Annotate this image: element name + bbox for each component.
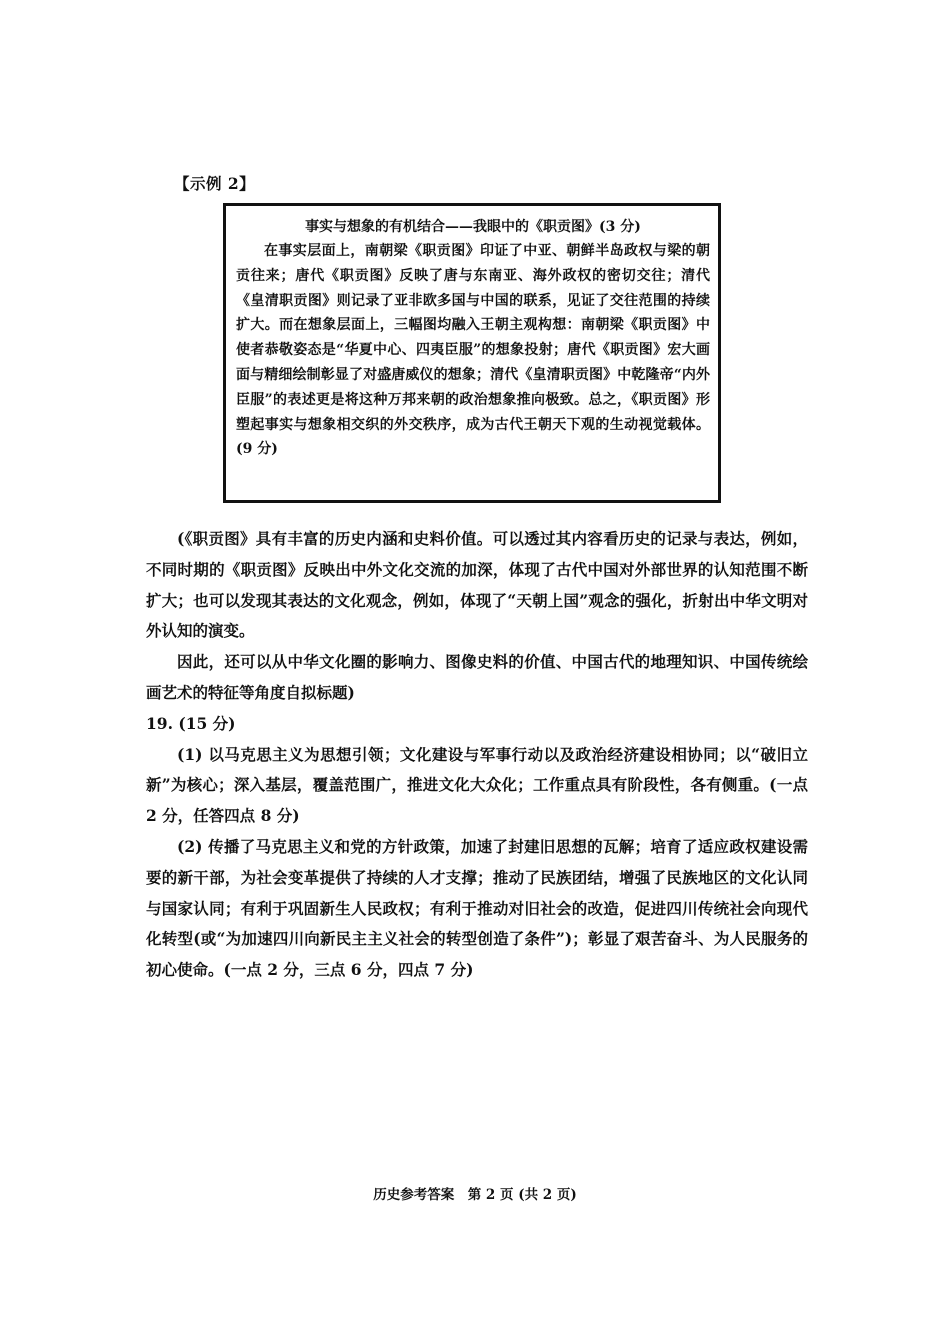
sample-title: 事实与想象的有机结合——我眼中的《职贡图》(3 分) (305, 219, 641, 235)
note-paragraph-2: 因此，还可以从中华文化圈的影响力、图像史料的价值、中国古代的地理知识、中国传统绘画艺术的特征等角度自拟标题) (146, 652, 808, 702)
question-19-part-2: (2) 传播了马克思主义和党的方针政策，加速了封建旧思想的瓦解；培育了适应政权建设需要的新干部，为社会变革提供了持续的人才支撑；推动了民族团结，增强了民族地区的文化认同与国家认同；有利于巩固新生人民政权；有利于推动对旧社会的改造，促进四川传统社会向现代化转型(或“为加速四川向新民主主义社会的转型创造了条件”)；彰显了艰苦奋斗、为人民服务的初心使命。(一点 2 分，三点 6 分，四点 7 分) (146, 836, 808, 980)
note-paragraph-1: (《职贡图》具有丰富的历史内涵和史料价值。可以透过其内容看历史的记录与表达，例如，不同时期的《职贡图》反映出中外文化交流的加深，体现了古代中国对外部世界的认知范围不断扩大；也可以发现其表达的文化观念，例如，体现了“天朝上国”观念的强化，折射出中华文明对外认知的演变。 (146, 529, 808, 641)
example-label: 【示例 2】 (174, 174, 256, 193)
page-footer: 历史参考答案 第 2 页 (共 2 页) (373, 1187, 577, 1203)
sample-body: 在事实层面上，南朝梁《职贡图》印证了中亚、朝鲜半岛政权与梁的朝贡往来；唐代《职贡图》反映了唐与东南亚、海外政权的密切交往；清代《皇清职贡图》则记录了亚非欧多国与中国的联系，见证了交往范围的持续扩大。而在想象层面上，三幅图均融入王朝主观构想：南朝梁《职贡图》中使者恭敬姿态是“华夏中心、四夷臣服”的想象投射；唐代《职贡图》宏大画面与精细绘制彰显了对盛唐威仪的想象；清代《皇清职贡图》中乾隆帝“内外臣服”的表述更是将这种万邦来朝的政治想象推向极致。总之，《职贡图》形塑起事实与想象相交织的外交秩序，成为古代王朝天下观的生动视觉载体。(9 分) (236, 243, 710, 458)
question-19-heading: 19. (15 分) (146, 713, 236, 733)
question-19-part-1: (1) 以马克思主义为思想引领；文化建设与军事行动以及政治经济建设相协同；以“破旧立新”为核心；深入基层，覆盖范围广，推进文化大众化；工作重点具有阶段性，各有侧重。(一点 2 分，任答四点 8 分) (146, 744, 808, 826)
sample-answer-box (223, 203, 721, 503)
answer-content (146, 524, 808, 986)
